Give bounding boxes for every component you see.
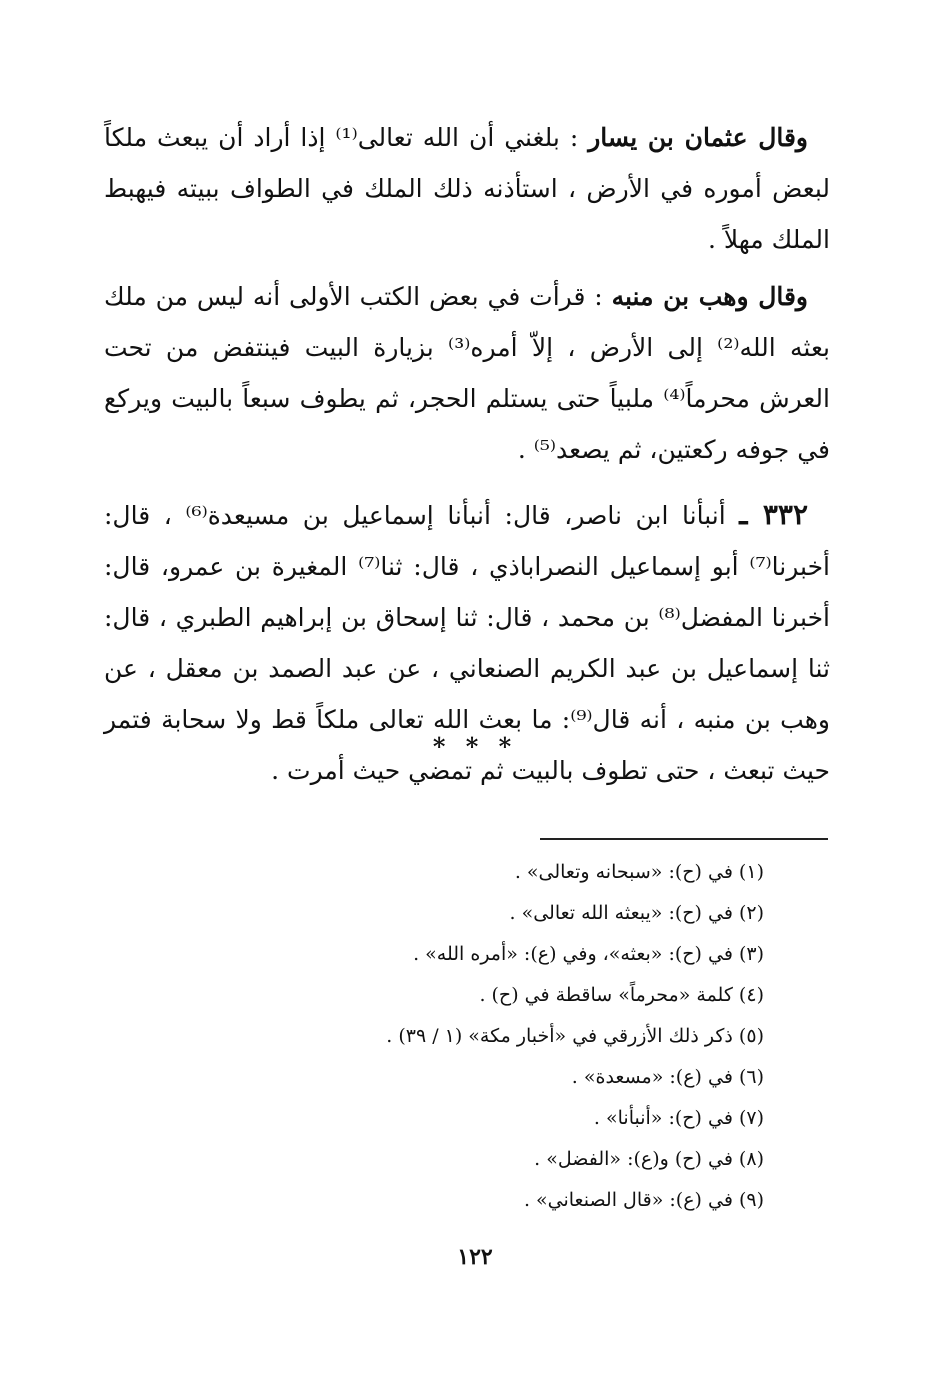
- footnote-item: (٦) في (ع): «مسعدة» .: [571, 1066, 764, 1088]
- paragraph-text: أنبأنا ابن ناصر، قال: أنبأنا إسماعيل بن مسيعدة⁽⁶⁾ ، قال: أخبرنا⁽⁷⁾ أبو إسماعيل النصراباذي ، قال: ثنا⁽⁷⁾ المغيرة بن عمرو، قال: أخبرنا المفضل⁽⁸⁾ بن محمد ، قال: ثنا إسحاق بن إبراهيم الطبري ، قال: ثنا إسماعيل بن عبد الكريم الصنعاني ، عن عبد الصمد بن معقل ، عن وهب بن منبه ، أنه قال⁽⁹⁾: ما بعث الله تعالى ملكاً قط ولا سحابة فتمر حيث تبعث ، حتى تطوف بالبيت ثم تمضي حيث أمرت .: [104, 501, 830, 785]
- paragraph-uthman: [104, 112, 830, 265]
- footnote-item: (٥) ذكر ذلك الأزرقي في «أخبار مكة» (١ / ٣٩) .: [386, 1025, 764, 1047]
- footnote-item: (٤) كلمة «محرماً» ساقطة في (ح) .: [479, 984, 764, 1006]
- section-separator: * * *: [432, 732, 518, 761]
- footnotes-list: [204, 852, 764, 1221]
- paragraph-text: : بلغني أن الله تعالى⁽¹⁾ إذا أراد أن يبعث ملكاً لبعض أموره في الأرض ، استأذنه ذلك الملك في الطواف ببيته فيهبط الملك مهلاً .: [104, 123, 830, 254]
- paragraph-number: ٣٣٢ ـ: [739, 498, 808, 531]
- paragraph-text: : قرأت في بعض الكتب الأولى أنه ليس من ملك بعثه الله⁽²⁾ إلى الأرض ، إلاّ أمره⁽³⁾ بزيارة البيت فينتفض من تحت العرش محرماً⁽⁴⁾ ملبياً حتى يستلم الحجر، ثم يطوف سبعاً بالبيت ويركع في جوفه ركعتين، ثم يصعد⁽⁵⁾ .: [104, 282, 830, 464]
- paragraph-wahb: [104, 271, 830, 475]
- footnote-item: (٩) في (ع): «قال الصنعاني» .: [523, 1189, 764, 1211]
- paragraph-lead: وقال وهب بن منبه: [611, 282, 809, 311]
- footnote-item: (٣) في (ح): «بعثه»، وفي (ع): «أمره الله» .: [413, 943, 764, 965]
- footnote-item: (١) في (ح): «سبحانه وتعالى» .: [514, 861, 764, 883]
- footnote-divider: [540, 838, 828, 840]
- paragraph-lead: وقال عثمان بن يسار: [588, 123, 808, 152]
- footnote-item: (٨) في (ح) و(ع): «الفضل» .: [534, 1148, 764, 1170]
- footnote-item: (٢) في (ح): «يبعثه الله تعالى» .: [509, 902, 764, 924]
- main-text: [104, 112, 830, 802]
- footnote-item: (٧) في (ح): «أنبأنا» .: [593, 1107, 764, 1129]
- page-number: ١٢٢: [457, 1244, 493, 1270]
